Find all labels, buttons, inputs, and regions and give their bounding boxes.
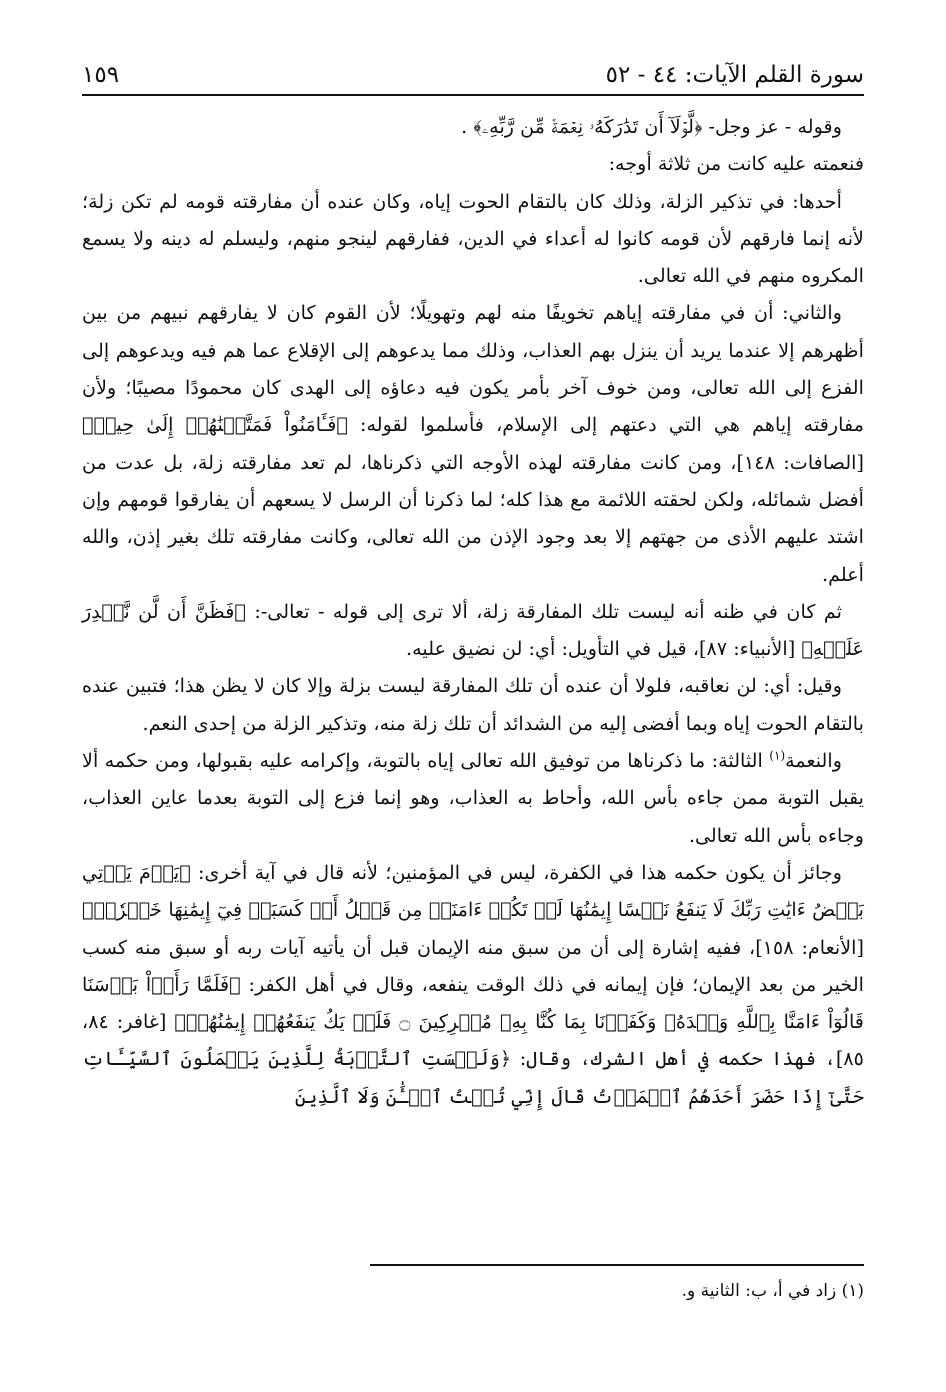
paragraph-text: [الأنبياء: ٨٧]، قيل في التأويل: أي: لن نضيق عليه. [406,637,802,661]
page-header [82,58,864,96]
paragraph-text: [الأنعام: ١٥٨]، ففيه إشارة إلى أن من سبق منه الإيمان قبل أن يأتيه آيات ربه أو سبق منه كسب الخير من بعد الإيمان؛ فإن إيمانه في ذلك الوقت ينفعه، وقال في أهل الكفر: [82,935,865,996]
paragraph-text: والثاني: أن في مفارقته إياهم تخويفًا منه لهم وتهويلًا؛ لأن القوم كان لا يفارقهم نبيهم من بين أظهرهم إلا عندما يريد أن ينزل بهم العذاب، وذلك مما يدعوهم إلى الإقلاع عما هم فيه ويدعوهم إلى الفزع إلى الله تعالى، ومن خوف آخر بأمر يكون فيه دعاؤه إلى الهدى كان محمودًا مصيبًا؛ ولأن مفارقته إياهم هي التي دعتهم إلى الإسلام، فأسلموا لقوله: [82,301,864,437]
quran-quote: ﴿فَظَنَّ أَن لَّن نَّقۡدِرَ عَلَيۡهِ﴾ [82,599,864,661]
paragraph [82,593,864,668]
footnote-divider [370,1264,864,1266]
paragraph-text: وجائز أن يكون حكمه هذا في الكفرة، ليس في المؤمنين؛ لأنه قال في آية أخرى: [190,860,842,884]
paragraph [82,145,864,182]
paragraph [82,742,864,854]
quran-quote: ﴿وَلَيۡسَتِ ٱلتَّوۡبَةُ لِلَّذِينَ يَعۡمَلُونَ ٱلسَّيِّـَٔاتِ حَتَّىٰٓ إِذَا حَضَرَ أَحَدَهُمُ ٱلۡمَوۡتُ قَالَ إِنِّي تُبۡتُ ٱلۡـَٰٔنَ وَلَا ٱلَّذِينَ [82,1047,864,1108]
paragraph-text: فنعمته عليه كانت من ثلاثة أوجه: [608,152,864,176]
quran-quote: ﴿فَـَٔامَنُواْ فَمَتَّعۡنَٰهُمۡ إِلَىٰ حِينٖ﴾ [82,413,348,437]
footnote: (١) زاد في أ، ب: الثانية و. [681,1281,864,1301]
paragraph [82,183,864,295]
quran-quote: ﴿فَلَمَّا رَأَوۡاْ بَأۡسَنَا قَالُوٓاْ ءَامَنَّا بِٱللَّهِ وَحۡدَهُۥ وَكَفَرۡنَا بِمَا كُنَّا بِهِۦ مُشۡرِكِينَ ۝ فَلَمۡ يَكُ يَنفَعُهُمۡ إِيمَٰنُهُمۡ﴾ [82,972,864,1034]
paragraph-text: وقيل: أي: لن نعاقبه، فلولا أن عنده أن تلك المفارقة ليست بزلة وإلا كان لا يظن هذا؛ فتبين عنده بالتقام الحوت إياه وبما أفضى إليه من الشدائد أن تلك زلة منه، وتذكير الزلة من إحدى النعم. [82,674,864,735]
paragraph-text: [الصافات: ١٤٨]، ومن كانت مفارقته لهذه الأوجه التي ذكرناها، لم تعد مفارقته زلة، بل عدت من أفضل شمائله، ولكن لحقته اللائمة مع هذا كله؛ لما ذكرنا أن الرسل لا يسعهم أن يفارقوا قومهم وإن اشتد عليهم الأذى من جهتهم إلا بعد وجود الإذن من الله تعالى، وكانت مفارقته تلك بغير إذن، والله أعلم. [82,450,864,586]
paragraph-text: . [461,115,474,138]
page-number: ١٥٩ [82,62,120,88]
footnote-marker: (١) [769,748,786,763]
paragraph [82,108,864,145]
paragraph-text: [غافر: ٨٤، ٨٥]، فهذا حكمه في أهل الشرك، وقال: [82,1010,864,1071]
paragraph [82,854,864,1115]
paragraph-text: والنعمة [785,749,842,773]
running-title: سورة القلم الآيات: ٤٤ - ٥٢ [605,62,864,88]
paragraph [82,667,864,742]
paragraph [82,294,864,592]
quran-quote: ﴿لَّوۡلَآ أَن تَدَٰرَكَهُۥ نِعۡمَةٞ مِّن رَّبِّهِۦ﴾ [473,115,703,138]
paragraph-text: الثالثة: ما ذكرناها من توفيق الله تعالى إياه بالتوبة، وإكرامه عليه بقبولها، ومن حكمه ألا يقبل التوبة ممن جاءه بأس الله، وأحاط به العذاب، وهو إنما فزع إلى التوبة بعدما عاين العذاب، وجاءه بأس الله تعالى. [82,749,864,847]
paragraph-text: وقوله - عز وجل- [702,115,842,138]
paragraph-text: أحدها: في تذكير الزلة، وذلك كان بالتقام الحوت إياه، وكان عنده أن مفارقته قومه لم تكن زلة؛ لأنه إنما فارقهم لأن قومه كانوا له أعداء في الدين، ففارقهم لينجو منهم، وليسلم له دينه ولا يسمع المكروه منهم في الله تعالى. [82,189,864,288]
quran-quote: ﴿يَوۡمَ يَأۡتِي بَعۡضُ ءَايَٰتِ رَبِّكَ لَا يَنفَعُ نَفۡسًا إِيمَٰنُهَا لَمۡ تَكُنۡ ءَامَنَتۡ مِن قَبۡلُ أَوۡ كَسَبَتۡ فِيٓ إِيمَٰنِهَا خَيۡرٗاۗ﴾ [82,860,864,922]
body-text [82,108,864,1115]
paragraph-text: ثم كان في ظنه أنه ليست تلك المفارقة زلة، ألا ترى إلى قوله - تعالى-: [245,599,842,623]
